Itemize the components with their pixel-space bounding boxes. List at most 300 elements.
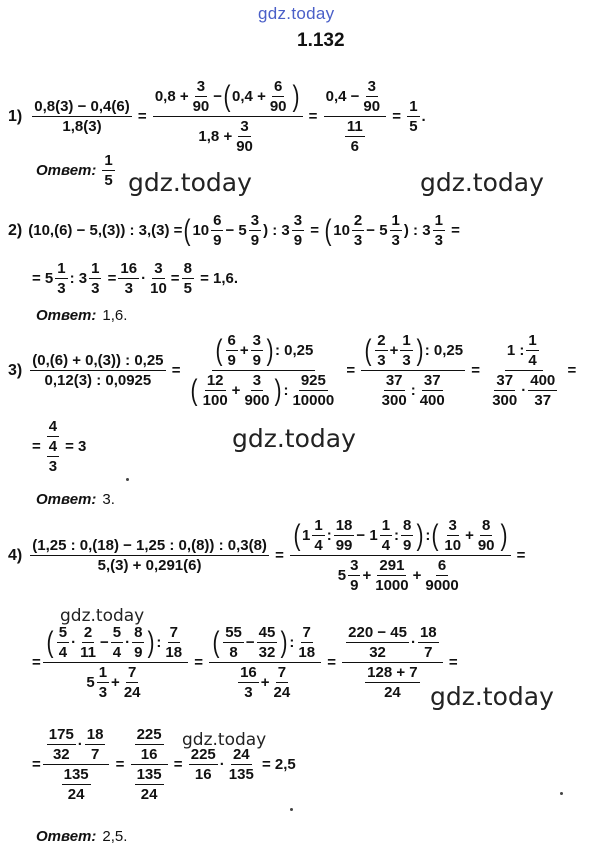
fraction <box>292 212 304 249</box>
math-text: 4 <box>381 537 391 554</box>
math-text: 3 <box>244 684 253 701</box>
math-text: 100 <box>202 392 228 409</box>
math-text: : <box>425 527 431 544</box>
fraction <box>234 118 255 155</box>
math-text: 10 <box>333 222 350 239</box>
math-text: 5,(3) + 0,291(6) <box>97 557 202 574</box>
math-text: 5 <box>409 118 418 135</box>
math-text: 1 <box>434 212 443 229</box>
math-text: 128 + 7 <box>367 664 418 681</box>
math-text: 3 <box>48 458 58 475</box>
fraction <box>433 212 445 249</box>
math-text: 1 <box>381 517 391 534</box>
math-text: 1,8(3) <box>62 118 102 135</box>
math-text: 16 <box>194 766 212 783</box>
math-text: 4 <box>58 644 68 661</box>
math-text: 0,4 + <box>232 88 266 105</box>
math-text: 1,8 + <box>198 128 233 145</box>
math-text: − 5 <box>225 222 247 239</box>
fraction <box>348 557 360 594</box>
math-text: 32 <box>52 746 70 763</box>
math-text: − 1 <box>356 527 378 544</box>
problem-1: 1) $\frac{0,8(3) - 0,4(6)}{1,8(3)}$ = 0,8 + $\frac{3}{90}$ − ( 0,4 + $\frac{6}{90}$ ) 1,8 + $\frac{3}{90}$ = 0,4 − $\frac{3}{90}$ $\frac{11}{6}$ = $\frac{1}{5}$ . <box>8 78 426 155</box>
math-text: 3. <box>102 491 115 508</box>
p1-step2 <box>324 78 386 155</box>
math-text: 18 <box>335 517 353 534</box>
math-text: 225 <box>190 746 216 763</box>
math-text: 10 <box>150 280 167 297</box>
math-text: 32 <box>369 644 386 661</box>
math-text: + <box>362 567 372 584</box>
math-text: = <box>310 222 320 239</box>
fraction <box>118 260 139 297</box>
math-text: 11 <box>346 118 363 135</box>
fraction <box>401 517 413 554</box>
math-text: 10000 <box>292 392 335 409</box>
math-text: : 0,25 <box>424 342 464 359</box>
math-text: : <box>156 634 162 651</box>
fraction <box>62 766 91 803</box>
fraction <box>423 557 460 594</box>
fraction <box>375 332 387 369</box>
math-text: 175 <box>48 726 74 743</box>
math-text: 3 <box>434 232 443 249</box>
fraction <box>211 212 223 249</box>
math-text: 7 <box>169 624 178 641</box>
math-text: 7 <box>127 664 137 681</box>
scan-dot <box>290 808 293 811</box>
math-text: 0,8 + <box>154 88 189 105</box>
math-text: 6 <box>213 212 222 229</box>
math-text: 7 <box>302 624 311 641</box>
fraction <box>223 624 244 661</box>
math-text: 24 <box>140 786 158 803</box>
math-text: = <box>32 438 41 455</box>
math-text: 2 <box>353 212 363 229</box>
math-text: 9000 <box>425 577 459 594</box>
fraction <box>526 332 538 369</box>
parenthesis: ( <box>324 213 332 247</box>
parenthesis: ( <box>364 333 372 367</box>
fraction <box>201 372 230 409</box>
math-text: 400 <box>530 372 556 389</box>
fraction <box>47 726 76 763</box>
math-text: 1 : <box>506 342 525 359</box>
watermark-4: gdz.today <box>60 606 145 626</box>
math-text: 11 <box>80 644 96 661</box>
math-text: : 3 <box>69 270 88 287</box>
math-text: 3 <box>250 212 260 229</box>
math-text: 3 <box>367 78 376 95</box>
math-text: 400 <box>419 392 445 409</box>
p3-answer <box>36 491 115 508</box>
parenthesis: ) <box>147 625 155 659</box>
math-text: Ответ: <box>36 828 97 845</box>
math-text: 9 <box>134 644 143 661</box>
math-text: 3 <box>252 332 261 349</box>
fraction <box>342 624 443 701</box>
math-text: 10 <box>444 537 462 554</box>
fraction <box>97 664 109 701</box>
math-text: 3 <box>124 280 133 297</box>
math-text: 12 <box>206 372 224 389</box>
math-text: = <box>107 270 117 287</box>
math-text: 4 <box>48 438 58 455</box>
math-text: 8 <box>482 517 491 534</box>
math-text: 5 <box>337 567 347 584</box>
math-text: 1,6. <box>102 307 128 324</box>
problem-2-number: 2) <box>8 221 23 239</box>
math-text: 8 <box>403 517 412 534</box>
problem-2-line1 <box>8 212 460 249</box>
math-text: 0,12(3) : 0,0925 <box>44 372 152 389</box>
fraction <box>390 212 402 249</box>
problem-4-number: 4) <box>8 546 23 564</box>
fraction <box>251 332 263 369</box>
fraction <box>352 212 364 249</box>
fraction <box>30 352 165 389</box>
math-text: 3 <box>377 352 386 369</box>
math-text: 925 <box>300 372 326 389</box>
fraction <box>334 517 355 554</box>
parenthesis: ( <box>212 625 220 659</box>
math-text: − <box>99 634 109 651</box>
watermark-5: gdz.today <box>430 682 554 711</box>
math-text: ) : 3 <box>263 222 290 239</box>
math-text: = 3 <box>65 438 87 455</box>
fraction <box>257 624 278 661</box>
parenthesis: ) <box>280 625 288 659</box>
fraction <box>346 624 409 661</box>
fraction <box>43 624 188 701</box>
math-text: 99 <box>335 537 353 554</box>
math-text: 90 <box>363 98 381 115</box>
fraction <box>209 624 321 701</box>
math-text: 5 <box>58 624 68 641</box>
math-text: 1 <box>528 332 537 349</box>
math-text: 6 <box>437 557 447 574</box>
parenthesis: ( <box>223 79 231 113</box>
fraction <box>111 624 123 661</box>
fraction <box>163 624 184 661</box>
math-text: (0,(6) + 0,(3)) : 0,25 <box>32 352 164 369</box>
math-text: 8 <box>183 260 192 277</box>
fraction <box>43 418 63 475</box>
fraction <box>89 260 101 297</box>
fraction <box>380 517 392 554</box>
math-text: − 5 <box>366 222 388 239</box>
fraction: 1 : $\frac{1}{4}$ $\frac{37}{300}$ · $\frac{400}{37}$ <box>492 332 556 409</box>
math-text: = 2,5 <box>261 756 296 773</box>
math-text: 7 <box>424 644 433 661</box>
watermark-1: gdz.today <box>128 168 252 197</box>
watermark-3: gdz.today <box>232 424 356 453</box>
fraction <box>191 78 212 115</box>
math-text: 90 <box>477 537 495 554</box>
p1-result <box>407 98 419 135</box>
math-text: 18 <box>86 726 104 743</box>
math-text: 3 <box>391 232 400 249</box>
math-text: 24 <box>384 684 401 701</box>
fraction <box>290 372 336 409</box>
math-text: 1 <box>314 517 323 534</box>
math-text: 2 <box>377 332 386 349</box>
p1-answer <box>36 152 117 189</box>
math-text: + <box>465 527 474 544</box>
fraction <box>122 664 143 701</box>
p2-answer <box>36 307 127 324</box>
fraction <box>373 557 410 594</box>
math-text: 3 <box>448 517 457 534</box>
math-text: : <box>326 527 332 544</box>
fraction <box>135 726 164 763</box>
math-text: 55 <box>225 624 242 641</box>
math-text: 6 <box>350 138 360 155</box>
p1-step1 <box>153 78 303 155</box>
fraction <box>400 332 412 369</box>
fraction <box>442 517 463 554</box>
fraction <box>30 537 269 574</box>
math-text: 24 <box>232 746 250 763</box>
fraction <box>132 624 144 661</box>
fraction: ( $\frac{2}{3}$ + $\frac{1}{3}$ ) : 0,25 $\frac{37}{300}$ : $\frac{37}{400}$ <box>361 332 465 409</box>
math-text: 3 <box>154 260 163 277</box>
math-text: 135 <box>228 766 254 783</box>
math-text: + <box>412 567 422 584</box>
math-text: 24 <box>67 786 85 803</box>
fraction <box>365 664 419 701</box>
parenthesis: ) <box>416 333 424 367</box>
math-text: 0,8(3) − 0,4(6) <box>34 98 130 115</box>
math-text: 3 <box>293 212 303 229</box>
math-text: 9 <box>252 352 261 369</box>
parenthesis: ( <box>431 518 439 552</box>
math-text: 10 <box>192 222 210 239</box>
math-text: = 5 <box>32 270 54 287</box>
math-text: · <box>410 634 416 651</box>
math-text: 18 <box>298 644 316 661</box>
math-text: 37 <box>496 372 514 389</box>
math-text: 9 <box>350 577 359 594</box>
fraction <box>380 372 409 409</box>
math-text: 7 <box>90 746 100 763</box>
fraction <box>226 332 238 369</box>
math-text: 3 <box>402 352 411 369</box>
problem-4-line2: = ( $\frac{5}{4}$ · $\frac{2}{11}$ − $\frac{5}{4}$ · $\frac{8}{9}$ ) : $\frac{7}{18}$ 5 $\frac{1}{3}$ + $\frac{7}{24}$ = ( $\frac{55}{8}$ − $\frac{45}{32}$ ) : $\frac{7}{18}$ $\frac{16}{3}$ + $\frac{7}{24}$ = $\frac{220 - 45}{32}$ · $\frac{18}{7}$ $\frac{128 + 7}{24}$ = <box>32 624 458 701</box>
parenthesis: ) <box>292 79 300 113</box>
math-text: 2 <box>83 624 93 641</box>
math-text: 5 <box>183 280 192 297</box>
math-text: 4 <box>112 644 122 661</box>
parenthesis: ( <box>183 213 191 247</box>
math-text: Ответ: <box>36 162 97 179</box>
math-text: · <box>219 756 225 773</box>
math-text: : <box>283 382 289 399</box>
math-text: 5 <box>112 624 122 641</box>
math-text: 90 <box>269 98 287 115</box>
fraction <box>242 372 271 409</box>
math-text: 5 <box>104 172 113 189</box>
fraction <box>345 118 365 155</box>
scan-dot <box>560 792 563 795</box>
fraction <box>102 152 114 189</box>
math-text: 1 <box>402 332 411 349</box>
math-text: 6 <box>227 332 236 349</box>
p4-answer <box>36 828 127 845</box>
watermark-2: gdz.today <box>420 168 544 197</box>
math-text: 3 <box>91 280 100 297</box>
math-text: 8 <box>229 644 238 661</box>
math-text: 5 <box>86 674 95 691</box>
watermark-6: gdz.today <box>182 730 267 750</box>
fraction <box>290 517 510 594</box>
math-text: 1 <box>98 664 108 681</box>
watermark-top: gdz.today <box>258 4 335 23</box>
math-text: · <box>71 634 77 651</box>
math-text: 225 <box>136 726 162 743</box>
math-text: 90 <box>192 98 210 115</box>
math-text: 7 <box>277 664 287 681</box>
math-text: 135 <box>63 766 89 783</box>
fraction <box>312 517 324 554</box>
math-text: 1 <box>104 152 113 169</box>
problem-3-line1: 3) $\frac{(0,(6) + 0,(3)) : 0,25}{0,12(3) : 0,0925}$ = ( $\frac{6}{9}$ + $\frac{3}{9}$ ) : 0,25 ( $\frac{12}{100}$ + $\frac{3}{900}$ ) : $\frac{925}{10000}$ = ( $\frac{2}{3}$ + $\frac{1}{3}$ ) : 0,25 $\frac{37}{300}$ : $\frac{37}{400}$ = 1 : $\frac{1}{4}$ $\frac{37}{300}$ · $\frac{400}{37}$ = <box>8 332 577 409</box>
fraction <box>135 766 164 803</box>
math-text: 9 <box>213 232 222 249</box>
math-text: 3 <box>240 118 249 135</box>
math-text: 3 <box>98 684 108 701</box>
math-text: 1000 <box>375 577 409 594</box>
math-text: 16 <box>140 746 158 763</box>
fraction <box>131 726 168 803</box>
parenthesis: ) <box>500 518 508 552</box>
math-text: 300 <box>381 392 407 409</box>
fraction <box>182 260 194 297</box>
math-text: 37 <box>423 372 441 389</box>
fraction <box>227 746 256 783</box>
math-text: 1 <box>57 260 66 277</box>
math-text: = 1,6. <box>200 270 239 287</box>
math-text: 4 <box>528 352 537 369</box>
math-text: 9 <box>293 232 303 249</box>
math-text: 32 <box>258 644 276 661</box>
fraction <box>189 746 218 783</box>
math-text: 18 <box>165 644 183 661</box>
math-text: − <box>245 634 255 651</box>
problem-1-number: 1) <box>8 107 23 125</box>
scan-dot <box>126 478 129 481</box>
math-text: ) : 3 <box>403 222 431 239</box>
fraction <box>47 438 59 475</box>
math-text: 4 <box>48 418 58 435</box>
fraction <box>272 664 293 701</box>
math-text: 24 <box>273 684 291 701</box>
math-text: 1 <box>91 260 100 277</box>
math-text: 4 <box>314 537 323 554</box>
math-text: 8 <box>134 624 143 641</box>
math-text: (1,25 : 0,(18) − 1,25 : 0,(8)) : 0,3(8) <box>32 537 267 554</box>
fraction <box>249 212 261 249</box>
math-text: Ответ: <box>36 491 97 508</box>
math-text: · <box>141 270 147 287</box>
math-text: 1 <box>302 527 311 544</box>
parenthesis: ( <box>293 518 301 552</box>
fraction <box>238 664 259 701</box>
problem-3-number: 3) <box>8 361 23 379</box>
fraction <box>85 726 106 763</box>
math-text: 3 <box>252 372 262 389</box>
problem-2-line2 <box>32 260 238 297</box>
math-text: : <box>394 527 400 544</box>
parenthesis: ) <box>416 518 424 552</box>
math-text: 9 <box>250 232 260 249</box>
parenthesis: ) <box>274 373 282 407</box>
fraction: ( $\frac{6}{9}$ + $\frac{3}{9}$ ) : 0,25 ( $\frac{12}{100}$ + $\frac{3}{900}$ ) : $\frac{925}{10000}$ <box>190 332 335 409</box>
math-text: 18 <box>419 624 437 641</box>
problem-4-line1: 4) $\frac{(1,25 : 0,(18) - 1,25 : 0,(8)) : 0,3(8)}{5,(3) + 0,291(6)}$ = ( 1 $\frac{1}{4}$ : $\frac{18}{99}$ − 1 $\frac{1}{4}$ : $\frac{8}{9}$ ) : ( $\frac{3}{10}$ + $\frac{8}{90}$ ) 5 $\frac{3}{9}$ + $\frac{291}{1000}$ + $\frac{6}{9000}$ = <box>8 517 526 594</box>
math-text: 24 <box>123 684 141 701</box>
math-text: Ответ: <box>36 307 97 324</box>
parenthesis: ( <box>215 333 222 367</box>
fraction <box>268 78 289 115</box>
math-text: 3 <box>196 78 206 95</box>
fraction <box>148 260 169 297</box>
math-text: · <box>77 736 83 753</box>
math-text: 9 <box>227 352 236 369</box>
math-text: 291 <box>379 557 405 574</box>
math-text: = <box>32 756 41 773</box>
math-text: 900 <box>244 392 270 409</box>
fraction <box>78 624 98 661</box>
math-text: 3 <box>353 232 363 249</box>
math-text: · <box>125 634 131 651</box>
fraction <box>476 517 497 554</box>
math-text: : 0,25 <box>274 342 314 359</box>
math-text: 220 − 45 <box>348 624 407 641</box>
math-text: = <box>32 654 41 671</box>
math-text: 6 <box>274 78 283 95</box>
fraction <box>418 372 447 409</box>
math-text: : <box>289 634 295 651</box>
math-text: 1 <box>409 98 418 115</box>
fraction <box>57 624 69 661</box>
math-text: (10,(6) − 5,(3)) : 3,(3) = <box>28 222 183 239</box>
math-text: 3 <box>57 280 66 297</box>
parenthesis: ) <box>266 333 274 367</box>
math-text: = <box>170 270 180 287</box>
parenthesis: ( <box>190 373 198 407</box>
fraction <box>43 726 110 803</box>
math-text: 1 <box>391 212 400 229</box>
p1-lhs <box>32 98 131 135</box>
math-text: 300 <box>492 392 518 409</box>
math-text: 9 <box>403 537 412 554</box>
fraction <box>296 624 317 661</box>
math-text: = <box>451 222 460 239</box>
fraction <box>490 372 519 409</box>
fraction <box>418 624 439 661</box>
parenthesis: ( <box>46 625 54 659</box>
math-text: − <box>213 88 223 105</box>
math-text: 2,5. <box>102 828 128 845</box>
problem-3-line2 <box>32 418 86 475</box>
problem-4-line3: = $\frac{175}{32}$ · $\frac{18}{7}$ $\frac{135}{24}$ = $\frac{\frac{225}{16}}{\frac{135}{24}}$ = $\frac{225}{16}$ · $\frac{24}{135}$ = 2,5 <box>32 726 296 803</box>
problem-title: 1.132 <box>297 30 345 51</box>
math-text: 135 <box>136 766 162 783</box>
math-text: 37 <box>534 392 552 409</box>
math-text: 0,4 − <box>325 88 360 105</box>
math-text: 45 <box>258 624 276 641</box>
